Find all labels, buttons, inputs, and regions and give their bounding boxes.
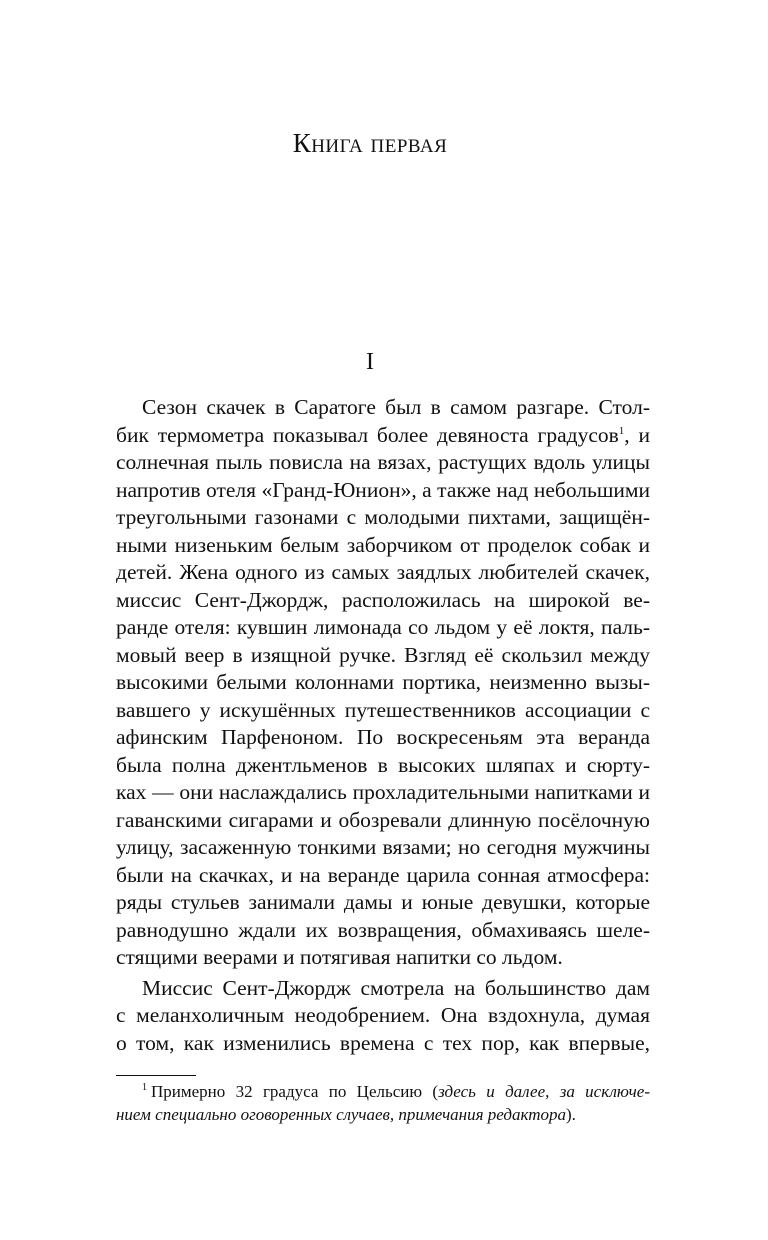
text-line-segment: , и [624, 422, 650, 447]
footnote-line [116, 1080, 650, 1103]
text-line: с меланхоличным неодобрением. Она вздохнула, думая [116, 1003, 650, 1027]
text-line: вавшего у искушённых путешественников ассоциации с [116, 697, 650, 722]
text-line: улицу, засаженную тонкими вязами; но сегодня мужчины [116, 835, 650, 859]
footnote-italic-text: здесь и далее, за исключе- [438, 1082, 650, 1101]
text-line: миссис Сент-Джордж, расположилась на широкой ве- [116, 587, 650, 612]
text-line: были на скачках, и на веранде царила сонная атмосфера: [116, 862, 650, 887]
footnote [116, 1080, 650, 1126]
text-line: высокими белыми колоннами портика, неизменно вызы- [116, 670, 650, 694]
footnote-text: ). [566, 1105, 576, 1124]
chapter-body [116, 394, 650, 1057]
paragraph-1 [116, 394, 650, 972]
footnote-reference: 1 [618, 424, 625, 437]
text-line: ках — они наслаждались прохладительными напитками и [116, 780, 650, 804]
text-line: о том, как изменились времена с тех пор, как впервые, [116, 1030, 650, 1055]
text-line: детей. Жена одного из самых заядлых любителей скачек, [116, 560, 650, 584]
text-line-segment: бик термометра показывал более девяноста градусов [116, 422, 619, 447]
text-line: мовый веер в изящной ручке. Взгляд её скользил между [116, 642, 650, 667]
chapter-number: I [366, 349, 374, 375]
text-line: афинским Парфеноном. По воскресеньям эта веранда [116, 725, 650, 749]
footnote-italic-text: нием специально оговоренных случаев, примечания редактора [116, 1105, 566, 1124]
text-line: солнечная пыль повисла на вязах, растущих вдоль улицы [116, 450, 650, 474]
footnote-text: Примерно 32 градуса по Цельсию ( [151, 1082, 439, 1101]
text-line: Сезон скачек в Саратоге был в самом разгаре. Стол- [142, 395, 650, 419]
book-title: Книга первая [292, 128, 448, 158]
text-line: напротив отеля «Гранд-Юнион», а также над небольшими [116, 477, 650, 502]
footnote-line [116, 1103, 650, 1126]
text-line: Миссис Сент-Джордж смотрела на большинство дам [142, 975, 650, 1000]
paragraph-2 [116, 975, 650, 1058]
text-line: треугольными газонами с молодыми пихтами, защищён- [116, 505, 650, 529]
footnote-divider [116, 1075, 196, 1076]
text-line: ными низеньким белым заборчиком от проделок собак и [116, 532, 650, 557]
text-line: гаванскими сигарами и обозревали длинную посёлочную [116, 807, 650, 832]
text-line: ранде отеля: кувшин лимонада со льдом у её локтя, паль- [116, 615, 650, 639]
text-line: стящими веерами и потягивая напитки со льдом. [116, 945, 563, 969]
text-line: ряды стульев занимали дамы и юные девушки, которые [116, 890, 650, 914]
text-line: была полна джентльменов в высоких шляпах и сюрту- [116, 752, 650, 777]
text-line: равнодушно ждали их возвращения, обмахиваясь шеле- [116, 917, 650, 942]
text-line [116, 422, 650, 450]
footnote-mark: 1 [142, 1082, 147, 1093]
